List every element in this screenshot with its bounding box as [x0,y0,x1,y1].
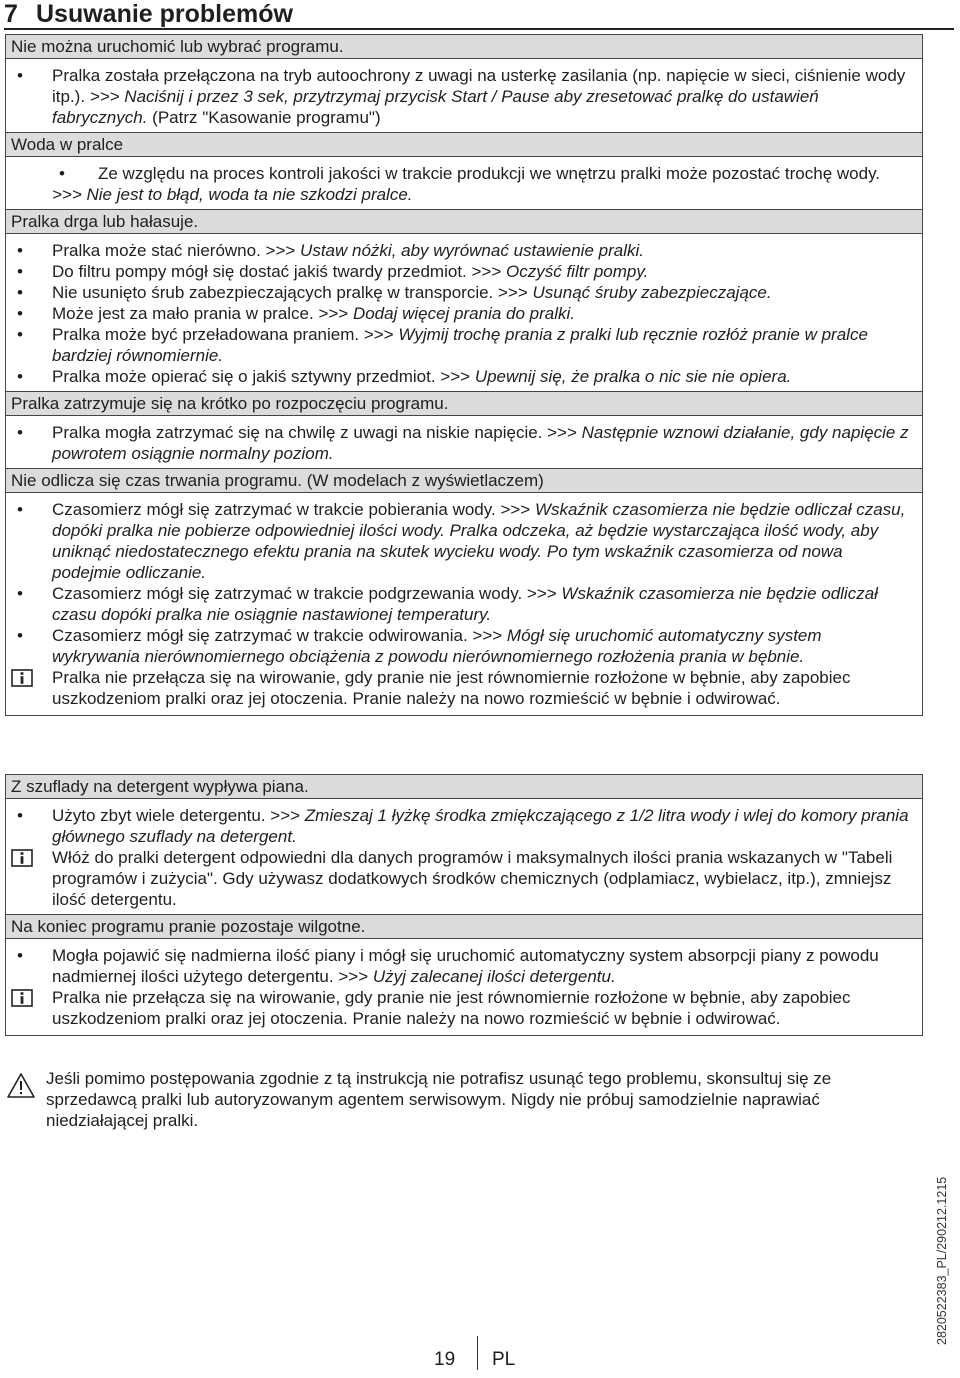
info-icon [11,849,33,867]
problem-header: Z szuflady na detergent wypływa piana. [6,775,922,799]
bullet: • [17,304,23,323]
document-code: 2820522383_PL/290212.1215 [935,1176,949,1345]
list-item: • Do filtru pompy mógł się dostać jakiś twardy przedmiot. >>> Oczyść filtr pompy. [17,262,649,281]
bullet: • [17,946,23,965]
list-item: • Pralka może stać nierówno. >>> Ustaw nóżki, aby wyrównać ustawienie pralki. [17,241,644,260]
footer-divider [477,1336,478,1370]
bullet: • [17,806,23,825]
bullet: • [17,241,23,260]
list-item: • Może jest za mało prania w pralce. >>> Dodaj więcej prania do pralki. [17,304,576,323]
bullet: • [59,164,65,183]
list-item: • Czasomierz mógł się zatrzymać w trakcie pobierania wody. >>> Wskaźnik czasomierza nie będzie odliczał czasu, dopóki pralka nie pobierze odpowiedniej ilości wody. Pralka odczeka, aż będzie wystarczająca ilość wody, aby uniknąć niedostatecznego efektu prania na skutek wycieku wody. Po tym wskaźnik czasomierza od nowa podejmie odliczanie. [17,500,906,582]
bullet: • [17,500,23,519]
list-item: • Pralka mogła zatrzymać się na chwilę z uwagi na niskie napięcie. >>> Następnie wznowi działanie, gdy napięcie z powrotem osiągnie normalny poziom. [17,423,909,463]
problem-header: Woda w pralce [6,132,922,157]
problem-header: Pralka drga lub hałasuje. [6,209,922,234]
bullet: • [17,584,23,603]
problem-header: Pralka zatrzymuje się na krótko po rozpoczęciu programu. [6,391,922,416]
list-item: • Czasomierz mógł się zatrzymać w trakcie podgrzewania wody. >>> Wskaźnik czasomierza nie będzie odliczał czasu dopóki pralka nie osiągnie nastawionej temperatury. [17,584,878,624]
bullet: • [17,367,23,386]
troubleshooting-box-2 [5,774,923,1036]
bullet: • [17,423,23,442]
list-item: • Użyto zbyt wiele detergentu. >>> Zmieszaj 1 łyżkę środka zmiękczającego z 1/2 litra wody i wlej do komory prania głównego szuflady na detergent. [17,806,909,846]
warning-text: Jeśli pomimo postępowania zgodnie z tą instrukcją nie potrafisz usunąć tego problemu, skonsultuj się ze sprzedawcą pralki lub autoryzowanym agentem serwisowym. Nigdy nie próbuj samodzielnie naprawiać niedziałającej pralki. [46,1069,832,1130]
bullet: • [17,262,23,281]
bullet: • [17,66,23,85]
info-note: Pralka nie przełącza się na wirowanie, gdy pranie nie jest równomiernie rozłożone w bębnie, aby zapobiec uszkodzeniom pralki oraz jej otoczenia. Pranie należy na nowo rozmieścić w bębnie i odwirować. [6,667,922,709]
section-title: Usuwanie problemów [36,0,293,28]
section-number: 7 [4,0,18,28]
list-item: • Pralka została przełączona na tryb autoochrony z uwagi na usterkę zasilania (np. napięcie w sieci, ciśnienie wody itp.). >>> Naciśnij i przez 3 sek, przytrzymaj przycisk Start / Pause aby zresetować pralkę do ustawień fabrycznych. (Patrz "Kasowanie programu") [17,66,906,127]
language-code: PL [492,1349,516,1370]
info-note: Włóż do pralki detergent odpowiedni dla danych programów i maksymalnych ilości prania wskazanych w "Tabeli programów i zużycia". Gdy używasz dodatkowych środków chemicznych (odplamiacz, wybielacz, itp.), zmniejsz ilość detergentu. [6,847,922,910]
list-item: • Mogła pojawić się nadmierna ilość piany i mógł się uruchomić automatyczny system absorpcji piany z powodu nadmiernej ilości użytego detergentu. >>> Użyj zalecanej ilości detergentu. [17,946,879,986]
problem-header: Na koniec programu pranie pozostaje wilgotne. [6,914,922,939]
warning-note [6,1068,916,1131]
info-icon [11,989,33,1007]
problem-header: Nie odlicza się czas trwania programu. (W modelach z wyświetlaczem) [6,468,922,493]
list-item: • Pralka może opierać się o jakiś sztywny przedmiot. >>> Upewnij się, że pralka o nic sie nie opiera. [17,367,792,386]
troubleshooting-box-1 [5,34,923,716]
list-item: • Czasomierz mógł się zatrzymać w trakcie odwirowania. >>> Mógł się uruchomić automatyczny system wykrywania nierównomiernego obciążenia z powodu nierównomiernego rozłożenia prania w bębnie. [17,626,822,666]
list-item: • Pralka może być przeładowana praniem. >>> Wyjmij trochę prania z pralki lub ręcznie rozłóż pranie w pralce bardziej równomiernie. [17,325,868,365]
bullet: • [17,283,23,302]
bullet: • [17,626,23,645]
page-number: 19 [434,1349,456,1370]
bullet: • [17,325,23,344]
info-icon [11,669,33,687]
info-note: Pralka nie przełącza się na wirowanie, gdy pranie nie jest równomiernie rozłożone w bębnie, aby zapobiec uszkodzeniom pralki oraz jej otoczenia. Pranie należy na nowo rozmieścić w bębnie i odwirować. [6,987,922,1029]
warning-triangle-icon [6,1072,36,1099]
problem-header: Nie można uruchomić lub wybrać programu. [6,35,922,59]
list-item: • Nie usunięto śrub zabezpieczających pralkę w transporcie. >>> Usunąć śruby zabezpieczające. [17,283,772,302]
section-heading [4,0,954,30]
list-item: • Ze względu na proces kontroli jakości w trakcie produkcji we wnętrzu pralki może pozostać trochę wody. >>> Nie jest to błąd, woda ta nie szkodzi pralce. [52,164,881,204]
